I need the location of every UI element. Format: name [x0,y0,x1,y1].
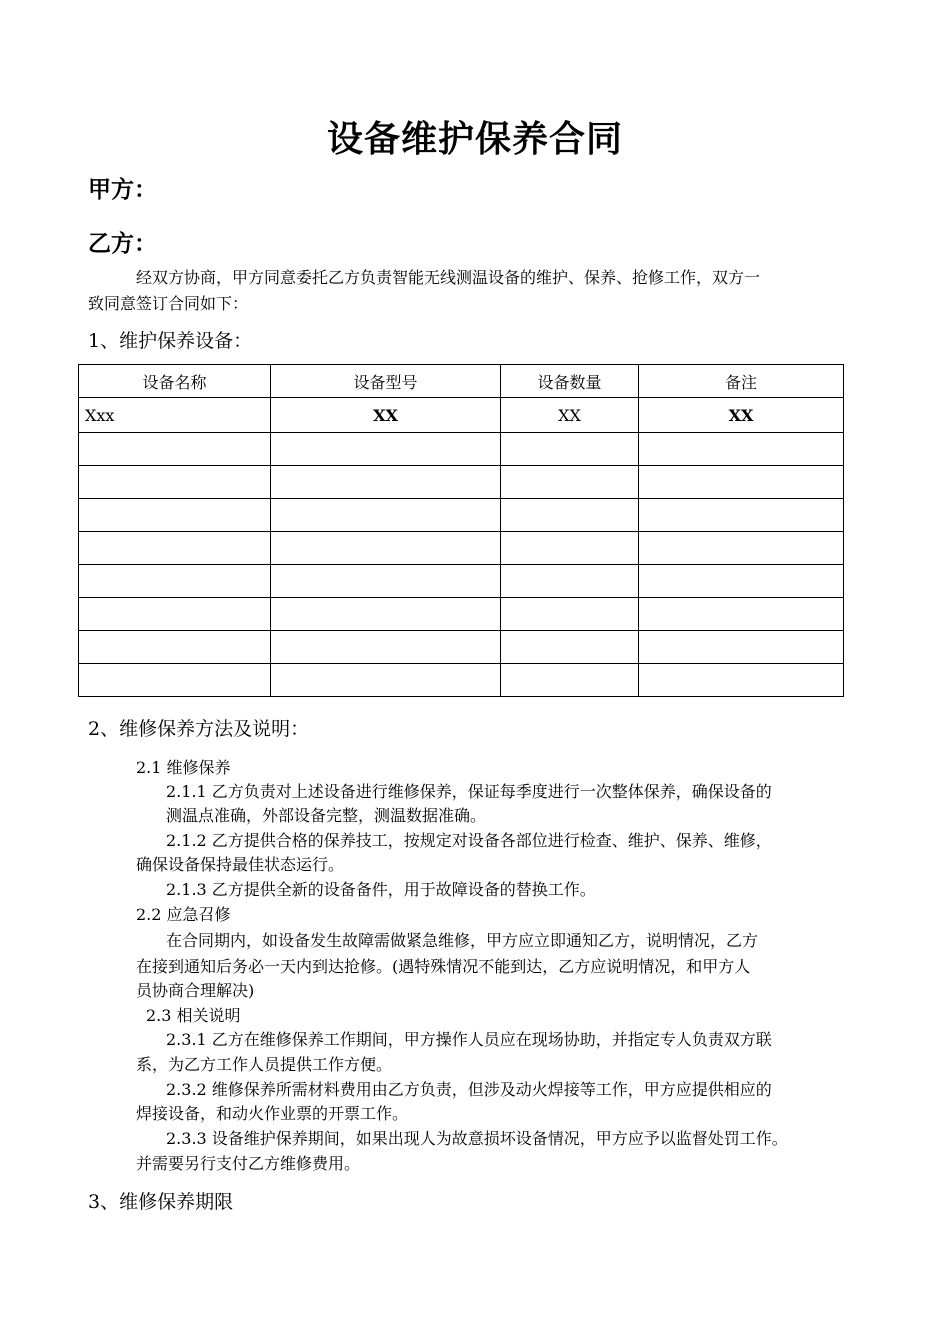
empty-cell [79,532,271,565]
clause-2-1-2-line1: 2.1.2 乙方提供合格的保养技工，按规定对设备各部位进行检查、维护、保养、维修， [166,831,772,850]
table-row-empty [79,664,844,697]
intro-paragraph-line2: 致同意签订合同如下： [88,294,249,313]
empty-cell [271,499,501,532]
clause-2-1-1-line1: 2.1.1 乙方负责对上述设备进行维修保养，保证每季度进行一次整体保养，确保设备的 [166,782,772,801]
clause-2-1-2-line2: 确保设备保持最佳状态运行。 [136,855,345,874]
party-b-label: 乙方： [88,231,157,257]
empty-cell [501,598,639,631]
clause-2-2-line2: 在接到通知后务必一天内到达抢修。(遇特殊情况不能到达，乙方应说明情况，和甲方人 [136,957,751,976]
empty-cell [501,499,639,532]
intro-paragraph-line1: 经双方协商，甲方同意委托乙方负责智能无线测温设备的维护、保养、抢修工作，双方一 [136,268,761,287]
empty-cell [79,466,271,499]
document-title: 设备维护保养合同 [326,119,623,160]
empty-cell [271,433,501,466]
empty-cell [639,598,844,631]
clause-2-3-3-line1: 2.3.3 设备维护保养期间，如果出现人为故意损坏设备情况，甲方应予以监督处罚工作。 [166,1129,788,1148]
clause-2-3-2-line2: 焊接设备，和动火作业票的开票工作。 [136,1104,409,1123]
empty-cell [639,466,844,499]
table-row-empty [79,631,844,664]
header-device-model: 设备型号 [271,365,501,398]
empty-cell [271,466,501,499]
subsection-2-2: 2.2 应急召修 [136,905,231,924]
table-row-empty [79,532,844,565]
empty-cell [271,532,501,565]
empty-cell [271,664,501,697]
empty-cell [271,565,501,598]
clause-2-2-line3: 员协商合理解决) [136,981,255,1000]
party-a-label: 甲方： [88,177,157,203]
subsection-2-3: 2.3 相关说明 [146,1006,241,1025]
empty-cell [79,499,271,532]
table-row-empty [79,499,844,532]
clause-2-2-line1: 在合同期内，如设备发生故障需做紧急维修，甲方应立即通知乙方，说明情况，乙方 [166,931,759,950]
empty-cell [639,664,844,697]
empty-cell [639,433,844,466]
empty-cell [79,433,271,466]
equipment-table [78,364,844,697]
empty-cell [79,631,271,664]
header-device-quantity: 设备数量 [501,365,639,398]
empty-cell [79,598,271,631]
empty-cell [639,565,844,598]
empty-cell [501,466,639,499]
header-device-name: 设备名称 [79,365,271,398]
empty-cell [501,631,639,664]
empty-cell [639,499,844,532]
cell-device-quantity: XX [501,398,639,433]
table-row [79,398,844,433]
empty-cell [79,565,271,598]
empty-cell [639,532,844,565]
empty-cell [79,664,271,697]
table-row-empty [79,565,844,598]
section-3-heading: 3、维修保养期限 [88,1191,234,1213]
section-1-heading: 1、维护保养设备： [88,330,253,352]
empty-cell [501,532,639,565]
empty-cell [501,565,639,598]
table-row-empty [79,466,844,499]
empty-cell [271,598,501,631]
header-remarks: 备注 [639,365,844,398]
cell-remarks: XX [639,398,844,433]
cell-device-name: Xxx [79,398,271,433]
clause-2-1-1-line2: 测温点准确，外部设备完整，测温数据准确。 [166,806,487,825]
cell-device-model: XX [271,398,501,433]
table-row-empty [79,598,844,631]
subsection-2-1: 2.1 维修保养 [136,758,231,777]
empty-cell [639,631,844,664]
empty-cell [271,631,501,664]
table-row-empty [79,433,844,466]
clause-2-3-1-line1: 2.3.1 乙方在维修保养工作期间，甲方操作人员应在现场协助，并指定专人负责双方联 [166,1030,772,1049]
empty-cell [501,664,639,697]
clause-2-3-1-line2: 系，为乙方工作人员提供工作方便。 [136,1055,393,1074]
clause-2-3-2-line1: 2.3.2 维修保养所需材料费用由乙方负责，但涉及动火焊接等工作，甲方应提供相应的 [166,1080,772,1099]
clause-2-1-3: 2.1.3 乙方提供全新的设备备件，用于故障设备的替换工作。 [166,880,596,899]
table-header-row [79,365,844,398]
empty-cell [501,433,639,466]
section-2-heading: 2、维修保养方法及说明： [88,718,310,740]
clause-2-3-3-line2: 并需要另行支付乙方维修费用。 [136,1154,361,1173]
